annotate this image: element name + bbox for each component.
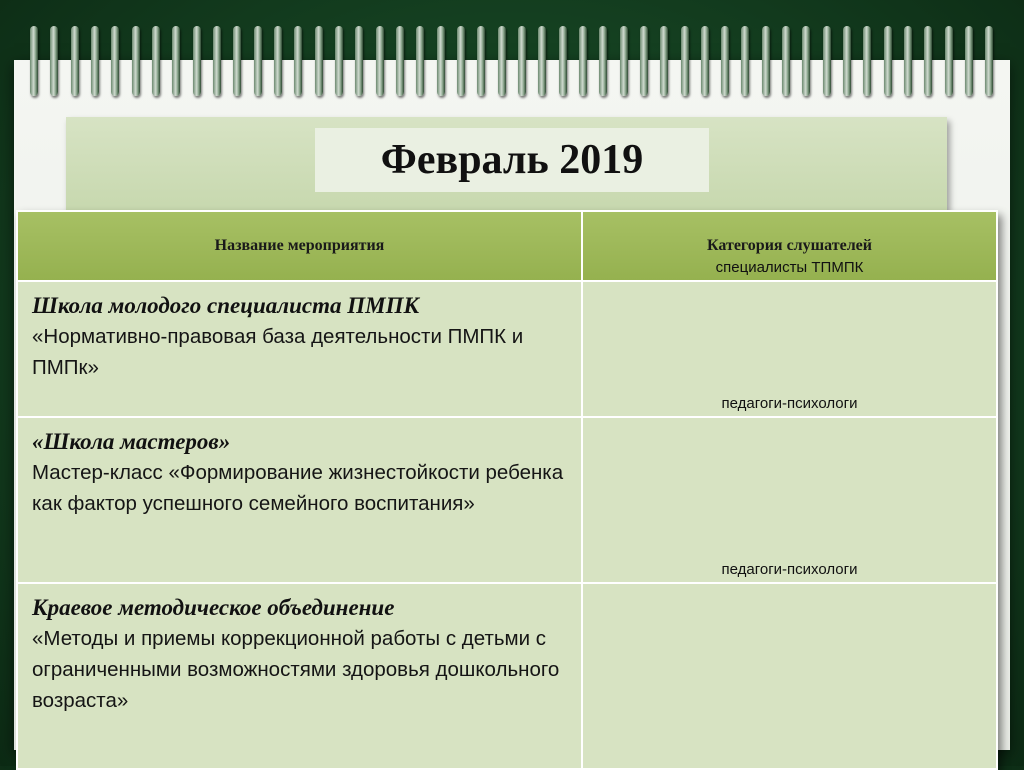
- binding-ring: [721, 26, 729, 96]
- event-description: «Методы и приемы коррекционной работы с детьми с ограниченными возможностями здоровья дошкольного возраста»: [32, 627, 560, 712]
- binding-ring: [335, 26, 343, 96]
- binding-ring: [599, 26, 607, 96]
- binding-ring: [579, 26, 587, 96]
- binding-ring: [193, 26, 201, 96]
- title-box: [315, 128, 709, 192]
- binding-ring: [50, 26, 58, 96]
- event-title: «Школа мастеров»: [32, 429, 231, 454]
- header-audience: Категория слушателей: [582, 211, 997, 281]
- binding-ring: [884, 26, 892, 96]
- calendar-binding-rings: [24, 26, 1000, 104]
- audience-text: педагоги-психологи: [721, 395, 858, 412]
- event-name-cell: [17, 281, 582, 417]
- binding-ring: [701, 26, 709, 96]
- binding-ring: [985, 26, 993, 96]
- event-description: «Нормативно-правовая база деятельности ПМПК и ПМПк»: [32, 325, 524, 379]
- binding-ring: [152, 26, 160, 96]
- binding-ring: [843, 26, 851, 96]
- binding-ring: [172, 26, 180, 96]
- binding-ring: [620, 26, 628, 96]
- binding-ring: [71, 26, 79, 96]
- binding-ring: [904, 26, 912, 96]
- audience-text: педагоги-психологи: [721, 561, 858, 578]
- binding-ring: [254, 26, 262, 96]
- binding-ring: [457, 26, 465, 96]
- table-row: [17, 583, 997, 769]
- binding-ring: [741, 26, 749, 96]
- event-title: Школа молодого специалиста ПМПК: [32, 293, 420, 318]
- binding-ring: [416, 26, 424, 96]
- binding-ring: [355, 26, 363, 96]
- event-name-cell: [17, 417, 582, 583]
- header-event-name: Название мероприятия: [17, 211, 582, 281]
- table-row: [17, 417, 997, 583]
- binding-ring: [518, 26, 526, 96]
- binding-ring: [437, 26, 445, 96]
- binding-ring: [762, 26, 770, 96]
- page-title: Февраль 2019: [380, 137, 644, 183]
- binding-ring: [640, 26, 648, 96]
- binding-ring: [863, 26, 871, 96]
- binding-ring: [111, 26, 119, 96]
- binding-ring: [965, 26, 973, 96]
- event-name-cell: [17, 583, 582, 769]
- binding-ring: [396, 26, 404, 96]
- binding-ring: [30, 26, 38, 96]
- event-title: Краевое методическое объединение: [32, 595, 395, 620]
- audience-cell: [582, 561, 997, 769]
- binding-ring: [681, 26, 689, 96]
- binding-ring: [945, 26, 953, 96]
- binding-ring: [823, 26, 831, 96]
- binding-ring: [315, 26, 323, 96]
- binding-ring: [274, 26, 282, 96]
- binding-ring: [294, 26, 302, 96]
- binding-ring: [538, 26, 546, 96]
- binding-ring: [802, 26, 810, 96]
- binding-ring: [498, 26, 506, 96]
- binding-ring: [559, 26, 567, 96]
- binding-ring: [376, 26, 384, 96]
- binding-ring: [782, 26, 790, 96]
- event-description: Мастер-класс «Формирование жизнестойкости ребенка как фактор успешного семейного воспитания»: [32, 461, 564, 515]
- binding-ring: [924, 26, 932, 96]
- binding-ring: [477, 26, 485, 96]
- binding-ring: [213, 26, 221, 96]
- events-table: [16, 210, 998, 770]
- binding-ring: [233, 26, 241, 96]
- audience-cell: [582, 395, 997, 583]
- audience-text: специалисты ТПМПК: [715, 259, 864, 276]
- binding-ring: [91, 26, 99, 96]
- binding-ring: [660, 26, 668, 96]
- binding-ring: [132, 26, 140, 96]
